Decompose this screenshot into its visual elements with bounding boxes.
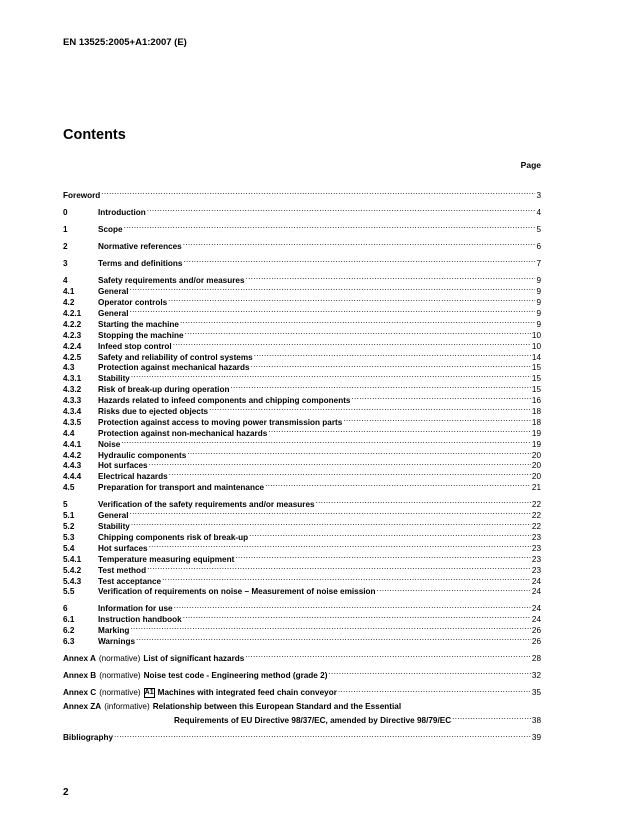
dot-leader [149,540,531,551]
entry-text: Safety requirements and/or measures [98,276,245,286]
entry-text: Warnings [98,637,135,647]
toc-annex-b[interactable] [63,667,541,681]
toc-annex-a[interactable] [63,650,541,664]
dot-leader [121,436,531,447]
entry-page: 22 [531,511,541,521]
toc-entry[interactable] [63,518,541,532]
entry-number: 1 [63,225,68,235]
entry-text: Risks due to ejected objects [98,406,209,416]
dot-leader [162,573,531,584]
toc-entry[interactable] [63,507,541,521]
entry-number: 6.2 [63,626,75,636]
entry-text: Stability [98,522,130,532]
annex-title: List of significant hazards [143,654,245,664]
dot-leader [130,283,536,294]
entry-number: 4.3.3 [63,396,82,406]
entry-text: General [98,308,129,318]
dot-leader [351,392,530,403]
toc-entry[interactable] [63,601,541,612]
entry-number: 4.2 [63,298,75,308]
entry-number: 4.4.3 [63,461,82,471]
entry-text: Instruction handbook [98,615,182,625]
dot-leader [377,584,531,595]
entry-text: Noise [98,439,121,449]
toc-entries [63,187,541,647]
entry-page: 23 [531,532,541,542]
annex-title-text: Machines with integrated feed chain conveyor [157,688,337,698]
entry-text: Chipping components risk of break-up [98,532,249,542]
entry-page: 5 [536,225,541,235]
toc-entry[interactable] [63,272,541,286]
dot-leader [130,507,531,518]
dot-leader [235,551,531,562]
annex-title: Relationship between this European Standard and the Essential [152,701,402,711]
entry-number: 4.2.2 [63,319,82,329]
entry-page: 24 [531,587,541,597]
entry-page: 18 [531,417,541,427]
annex-label: Annex C [63,688,97,698]
entry-page: 20 [531,472,541,482]
table-of-contents [63,187,541,743]
entry-text: Risk of break-up during operation [98,385,230,395]
dot-leader [185,327,531,338]
entry-number: 6.3 [63,637,75,647]
entry-text: General [98,287,129,297]
entry-text: Verification of the safety requirements and/or measures [98,500,315,510]
entry-page: 9 [536,308,541,318]
entry-number: 4.3.2 [63,385,82,395]
entry-number: 0 [63,207,68,217]
dot-leader [316,496,531,507]
entry-page: 24 [531,615,541,625]
annex-title-cont: Requirements of EU Directive 98/37/EC, amended by Directive 98/79/EC [174,716,452,726]
entry-page: 24 [531,604,541,614]
dot-leader [173,338,531,349]
entry-page: 20 [531,461,541,471]
toc-entry[interactable] [63,294,541,308]
annex-title: Noise test code - Engineering method (grade 2) [143,671,328,681]
dot-leader [328,667,530,678]
toc-annex-c[interactable] [63,685,541,696]
annex-type: (normative) [98,654,141,664]
entry-text: Test method [98,565,147,575]
entry-page: 9 [536,287,541,297]
annex-type: (informative) [104,701,150,711]
entry-text: Information for use [98,604,173,614]
page-number: 2 [63,787,69,798]
entry-text: Protection against mechanical hazards [98,363,250,373]
dot-leader [209,403,531,414]
entry-number: 4.5 [63,483,75,493]
entry-page: 9 [536,276,541,286]
dot-leader [131,370,531,381]
entry-page: 14 [531,352,541,362]
dot-leader [245,650,531,661]
toc-entry[interactable] [63,283,541,297]
entry-number: 5.1 [63,511,75,521]
toc-entry[interactable] [63,496,541,510]
entry-text: Stability [98,374,130,384]
entry-page: 23 [531,554,541,564]
entry-text: Hot surfaces [98,461,148,471]
annex-label: Annex ZA [63,701,102,711]
entry-number: 5.3 [63,532,75,542]
toc-entry[interactable] [63,529,541,540]
entry-page: 9 [536,319,541,329]
entry-number: 4.4.2 [63,450,82,460]
dot-leader [130,622,530,633]
dot-leader [147,204,536,215]
entry-number: 4.3.4 [63,406,82,416]
annex-label: Annex A [63,654,96,664]
entry-page: 26 [531,626,541,636]
dot-leader [343,414,531,425]
annex-page: 38 [531,716,541,726]
dot-leader [230,381,530,392]
entry-text: Temperature measuring equipment [98,554,235,564]
entry-page: 19 [531,439,541,449]
entry-page: 22 [531,500,541,510]
dot-leader [338,685,531,696]
entry-text: Electrical hazards [98,472,168,482]
toc-entry[interactable] [63,305,541,316]
dot-leader [249,529,531,540]
entry-text: Foreword [63,190,101,200]
toc-annex-za-line1[interactable] [63,702,541,713]
entry-number: 5.2 [63,522,75,532]
annex-page: 32 [531,671,541,681]
toc-entry[interactable] [63,204,541,215]
dot-leader [251,360,531,371]
toc-entry[interactable] [63,255,541,269]
entry-number: 5.4.3 [63,576,82,586]
entry-page: 22 [531,522,541,532]
toc-entry[interactable] [63,187,541,198]
entry-page: 6 [536,242,541,252]
entry-page: 15 [531,385,541,395]
dot-leader [183,238,536,249]
dot-leader [265,479,531,490]
entry-text: Scope [98,225,123,235]
entry-number: 5.4.2 [63,565,82,575]
entry-page: 10 [531,330,541,340]
entry-number: 6 [63,604,68,614]
entry-number: 5.4.1 [63,554,82,564]
dot-leader [101,187,535,198]
toc-entry[interactable] [63,221,541,235]
entry-number: 2 [63,242,68,252]
entry-text: General [98,511,129,521]
dot-leader [187,447,531,458]
entry-text: Marking [98,626,130,636]
dot-leader [136,633,531,644]
entry-page: 21 [531,483,541,493]
annex-label: Annex B [63,671,97,681]
dot-leader [174,601,531,612]
dot-leader [124,221,536,232]
entry-number: 5.4 [63,543,75,553]
dot-leader [114,730,531,741]
entry-page: 4 [536,207,541,217]
annex-title [144,688,337,699]
entry-text: Starting the machine [98,319,179,329]
entry-text: Safety and reliability of control systems [98,352,253,362]
toc-entry[interactable] [63,436,541,447]
entry-page: 24 [531,576,541,586]
entry-page: 18 [531,406,541,416]
toc-annex-za-line2[interactable] [63,712,541,726]
dot-leader [183,255,535,266]
entry-page: 9 [536,298,541,308]
dot-leader [452,712,531,723]
dot-leader [147,562,531,573]
entry-text: Preparation for transport and maintenance [98,483,265,493]
toc-entry[interactable] [63,316,541,327]
annex-page: 35 [531,688,541,698]
dot-leader [180,316,535,327]
dot-leader [130,305,536,316]
entry-number: 6.1 [63,615,75,625]
entry-page: 15 [531,363,541,373]
entry-number: 4.3.1 [63,374,82,384]
annex-type: (normative) [99,671,141,681]
entry-page: 10 [531,341,541,351]
entry-text: Protection against non-mechanical hazards [98,428,268,438]
entry-page: 20 [531,450,541,460]
entry-text: Normative references [98,242,182,252]
amendment-marker-icon: A1 [144,689,154,697]
entry-text: Hydraulic components [98,450,187,460]
toc-entry[interactable] [63,447,541,458]
entry-number: 4.2.3 [63,330,82,340]
entry-page: 39 [531,733,541,743]
dot-leader [149,458,531,469]
dot-leader [268,425,531,436]
entry-text: Verification of requirements on noise – Measurement of noise emission [98,587,376,597]
dot-leader [246,272,536,283]
entry-page: 19 [531,428,541,438]
entry-number: 3 [63,259,68,269]
entry-page: 26 [531,637,541,647]
entry-number: 5 [63,500,68,510]
entry-text: Introduction [98,207,146,217]
entry-page: 23 [531,565,541,575]
entry-text: Protection against access to moving power transmission parts [98,417,343,427]
entry-text: Operator controls [98,298,168,308]
entry-number: 5.5 [63,587,75,597]
entry-text: Terms and definitions [98,259,183,269]
toc-entry[interactable] [63,238,541,252]
entry-page: 3 [536,190,541,200]
entry-text: Infeed stop control [98,341,172,351]
page-title: Contents [63,127,126,143]
entry-number: 4.3.5 [63,417,82,427]
document-header: EN 13525:2005+A1:2007 (E) [63,37,187,48]
entry-number: 4.2.5 [63,352,82,362]
entry-number: 4.1 [63,287,75,297]
toc-entry[interactable] [63,370,541,384]
entry-number: 4.3 [63,363,75,373]
entry-text: Test acceptance [98,576,162,586]
entry-number: 4.4 [63,428,75,438]
annex-type: (normative) [99,688,141,698]
toc-entry[interactable] [63,622,541,636]
dot-leader [254,349,531,360]
entry-text: Stopping the machine [98,330,184,340]
dot-leader [168,294,535,305]
entry-text: Bibliography [63,733,114,743]
dot-leader [131,518,531,529]
entry-page: 7 [536,259,541,269]
entry-page: 16 [531,396,541,406]
dot-leader [183,611,531,622]
entry-page: 15 [531,374,541,384]
entry-number: 4.2.4 [63,341,82,351]
entry-page: 23 [531,543,541,553]
entry-text: Hazards related to infeed components and chipping components [98,396,351,406]
entry-number: 4.4.1 [63,439,82,449]
entry-number: 4 [63,276,68,286]
entry-text: Hot surfaces [98,543,148,553]
entry-number: 4.2.1 [63,308,82,318]
toc-entry[interactable] [63,633,541,647]
toc-bibliography[interactable] [63,730,541,741]
entry-number: 4.4.4 [63,472,82,482]
toc-entry[interactable] [63,381,541,395]
annex-page: 28 [531,654,541,664]
page-column-label: Page [520,160,541,170]
dot-leader [169,468,531,479]
